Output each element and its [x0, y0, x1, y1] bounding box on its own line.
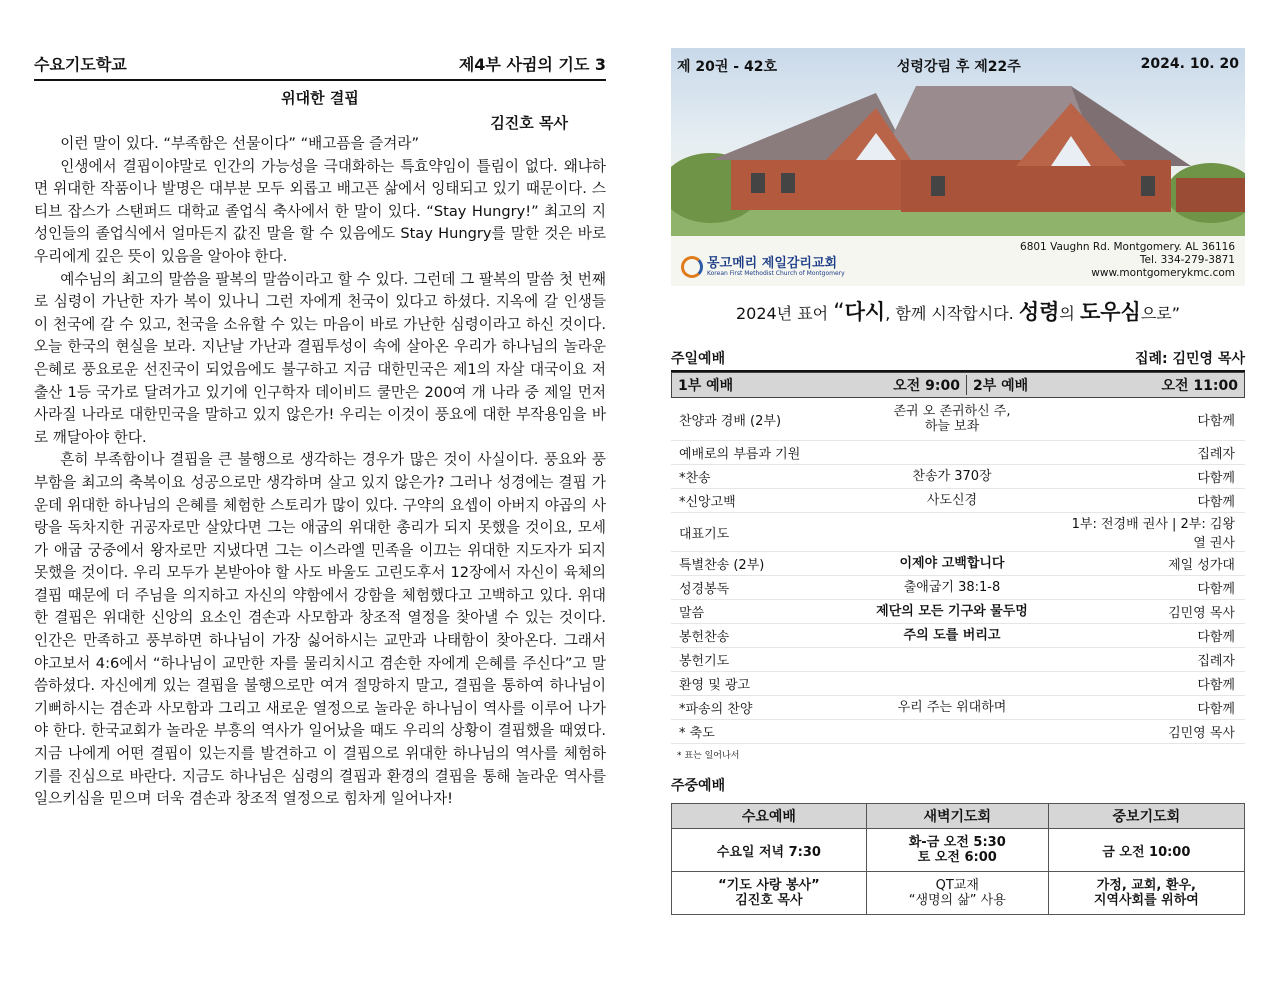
church-banner	[671, 48, 1245, 286]
website: www.montgomerykmc.com	[1091, 267, 1235, 279]
order-of-worship	[671, 398, 1245, 744]
presider: 집례: 김민영 목사	[1134, 351, 1245, 367]
worship-row	[671, 465, 1245, 489]
worship-row	[671, 672, 1245, 696]
worship-item: *신앙고백	[679, 495, 736, 510]
service1-time: 오전 9:00	[893, 378, 960, 394]
paragraph: 흔히 부족함이나 결핍을 큰 불행으로 생각하는 경우가 많은 것이 사실이다. 풍요와 풍부함을 최고의 축복이요 성공으로만 생각하며 살고 있지 않은가? 그러나 성경에는 결핍 가운데 위대한 하나님의 은혜를 체험한 스토리가 많이 있다. 구약의 요셉이 아버지 야곱의 사랑을 독차지한 귀공자로만 살았다면 그는 애굽의 위대한 총리가 되지 못했을 것이요, 모세가 애굽 궁중에서 왕자로만 지냈다면 그는 이스라엘 민족을 이끄는 위대한 지도자가 되지 못했을 것이다. 우리 모두가 본받아야 할 사도 바울도 고린도후서 12장에서 자신이 육체의 결핍 때문에 더 주님을 의지하고 자신의 약함에서 강함을 체험했다고 고백하고 있다. 위대한 결핍은 위대한 신앙의 요소인 겸손과 사모함과 창조적 열정을 찾아낼 수 있는 것이다. 인간은 만족하고 풍부하면 하나님이 가장 싫어하시는 교만과 나태함이 찾아온다. 그래서 야고보서 4:6에서 “하나님이 교만한 자를 물리치시고 겸손한 자에게 은혜를 주신다”고 말씀하셨다. 자신에게 있는 결핍을 불행으로만 여겨 절망하지 말고, 결핍을 통하여 하나님이 기뻐하시는 겸손과 사모함과 그리고 새로운 열정으로 놀라운 하나님이 역사를 이루어 나가야 한다. 한국교회가 놀라운 부흥의 역사가 일어났을 때도 우리의 상황이 결핍했을 때였다. 지금 나에게 어떤 결핍이 있는지를 발견하고 이 결핍으로 위대한 하나님의 역사를 체험하기를 진심으로 바란다. 지금도 하나님은 심령의 결핍과 환경의 결핍을 통해 놀라운 역사를 일으키심을 믿으며 더욱 겸손과 창조적 열정으로 힘차게 일어나자!	[34, 451, 606, 808]
worship-item: * 축도	[679, 726, 715, 741]
article-body	[34, 133, 606, 811]
worship-leader: 다함께	[1197, 495, 1235, 510]
worship-item: *파송의 찬양	[679, 702, 753, 717]
col-header: 수요예배	[672, 804, 867, 829]
col-header: 중보기도회	[1048, 804, 1244, 829]
worship-row	[671, 624, 1245, 648]
worship-content: 찬송가 370장	[912, 469, 992, 484]
article-author: 김진호 목사	[490, 114, 568, 132]
weekday-services-table	[671, 803, 1245, 915]
table-cell: 금 오전 10:00	[1048, 829, 1244, 872]
volume-number: 제 20권 - 42호	[677, 59, 777, 75]
paragraph: 인생에서 결핍이야말로 인간의 가능성을 극대화하는 특효약임이 틀림이 없다. 왜냐하면 위대한 작품이나 발명은 대부분 모두 외롭고 배고픈 삶에서 잉태되고 있기 때문이다. 스티브 잡스가 스탠퍼드 대학교 졸업식 축사에서 한 말이 있다. “Stay Hungry!” 최고의 지성인들의 졸업식에서 얼마든지 값진 말을 할 수 있음에도 Stay Hungry를 말한 것은 바로 우리에게 깊은 뜻이 있음을 알아야 한다.	[34, 157, 606, 265]
worship-item: 예배로의 부름과 기원	[679, 447, 801, 462]
header-school: 수요기도학교	[34, 55, 127, 74]
worship-row	[671, 398, 1245, 441]
worship-row	[671, 513, 1245, 552]
worship-leader: 1부: 전경배 권사 | 2부: 김왕열 권사	[1071, 517, 1235, 551]
worship-row	[671, 489, 1245, 513]
worship-content: 사도신경	[926, 493, 978, 508]
year-motto: 2024년 표어 “다시, 함께 시작합시다. 성령의 도우심으로”	[735, 300, 1181, 325]
worship-leader: 다함께	[1197, 678, 1235, 693]
table-cell: 가정, 교회, 환우, 지역사회를 위하여	[1048, 872, 1244, 915]
worship-item: 봉헌기도	[679, 654, 730, 669]
worship-content: 주의 도를 버리고	[903, 628, 1001, 643]
bulletin-date: 2024. 10. 20	[1140, 56, 1239, 72]
cross-logo-icon	[681, 256, 703, 278]
worship-leader: 다함께	[1197, 630, 1235, 645]
phone: Tel. 334-279-3871	[1139, 254, 1235, 266]
worship-leader: 다함께	[1197, 413, 1235, 429]
worship-item: 찬양과 경배 (2부)	[679, 413, 782, 429]
worship-item: 환영 및 광고	[679, 678, 751, 693]
service2-label: 2부 예배	[966, 375, 1109, 395]
article-title: 위대한 결핍	[281, 89, 359, 107]
worship-row	[671, 696, 1245, 720]
worship-content: 우리 주는 위대하며	[897, 700, 1007, 715]
paragraph: 예수님의 최고의 말씀을 팔복의 말씀이라고 할 수 있다. 그런데 그 팔복의 말씀 첫 번째로 심령이 가난한 자가 복이 있나니 그런 자에게 천국이 있다고 하셨다. 지옥에 갈 인생들이 천국에 갈 수 있고, 천국을 소유할 수 있는 마음이 바로 가난한 심령이라고 하신 것이다. 오늘 한국의 현실을 보라. 지난날 가난과 결핍투성이 속에 살아온 우리가 하나님의 놀라운 은혜로 풍요로운 선진국이 되었음에도 불구하고 지금 대한민국은 제1의 자살 대국이요 저출산 1등 국가로 달려가고 있기에 인구학자 데이비드 쿨만은 200여 개 나라 중 제일 먼저 사라질 나라로 대한민국을 말하고 있지 않은가! 우리는 이것이 풍요에 대한 부작용임을 바로 깨달아야 한다.	[34, 270, 606, 446]
table-cell: 화-금 오전 5:30 토 오전 6:00	[866, 829, 1048, 872]
table-cell: 수요일 저녁 7:30	[672, 829, 867, 872]
paragraph: 이런 말이 있다. “부족함은 선물이다” “배고픔을 즐겨라”	[60, 135, 420, 152]
worship-leader: 다함께	[1197, 582, 1235, 597]
page-header	[34, 52, 606, 81]
address: 6801 Vaughn Rd. Montgomery. AL 36116	[1020, 241, 1235, 253]
worship-item: 성경봉독	[679, 582, 730, 597]
worship-leader: 집례자	[1197, 654, 1235, 669]
worship-item: 말씀	[679, 606, 705, 621]
worship-row	[671, 648, 1245, 672]
col-header: 새벽기도회	[866, 804, 1048, 829]
worship-leader: 집례자	[1197, 447, 1235, 462]
worship-row	[671, 576, 1245, 600]
worship-leader: 다함께	[1197, 702, 1235, 717]
weekday-service-heading: 주중예배	[671, 778, 726, 794]
article-page	[34, 52, 606, 811]
motto-year: 2024년 표어	[735, 304, 829, 323]
worship-row	[671, 720, 1245, 744]
motto-emph-2: 성령	[1018, 300, 1060, 324]
worship-item: 봉헌찬송	[679, 630, 730, 645]
service2-time: 오전 11:00	[1161, 378, 1238, 394]
worship-content: 출애굽기 38:1-8	[903, 580, 1001, 595]
motto-emph-3: 도우심	[1079, 300, 1141, 324]
worship-item: 대표기도	[679, 526, 730, 542]
standing-note: * 표는 일어나서	[677, 751, 740, 761]
church-logo	[681, 256, 845, 278]
church-name-en: Korean First Methodist Church of Montgomery	[707, 270, 845, 277]
motto-emph-1: 다시	[844, 300, 886, 324]
bulletin-header	[677, 56, 1239, 76]
service-times	[671, 372, 1245, 398]
worship-row	[671, 441, 1245, 465]
worship-item: 특별찬송 (2부)	[679, 558, 765, 573]
worship-leader: 김민영 목사	[1168, 606, 1235, 621]
header-part: 제4부 사귐의 기도 3	[458, 55, 606, 74]
worship-content: 제단의 모든 기구와 물두멍	[876, 604, 1028, 619]
worship-leader: 제일 성가대	[1168, 558, 1235, 573]
banner-footer	[671, 236, 1245, 286]
liturgical-season: 성령강림 후 제22주	[896, 59, 1021, 75]
table-cell: QT교재 “생명의 삶” 사용	[866, 872, 1048, 915]
bulletin-page	[671, 48, 1245, 915]
worship-leader: 김민영 목사	[1168, 726, 1235, 741]
worship-content: 이제야 고백합니다	[899, 556, 1005, 571]
church-contact	[1020, 241, 1235, 280]
sunday-service-heading: 주일예배 집례: 김민영 목사	[671, 348, 1245, 372]
worship-item: *찬송	[679, 471, 711, 486]
worship-row	[671, 600, 1245, 624]
church-name: 몽고메리 제일감리교회	[707, 256, 838, 271]
worship-content: 존귀 오 존귀하신 주, 하늘 보좌	[893, 404, 1011, 434]
worship-leader: 다함께	[1197, 471, 1235, 486]
worship-row	[671, 552, 1245, 576]
table-cell: “기도 사랑 봉사” 김진호 목사	[672, 872, 867, 915]
service1-label: 1부 예배	[678, 378, 734, 394]
